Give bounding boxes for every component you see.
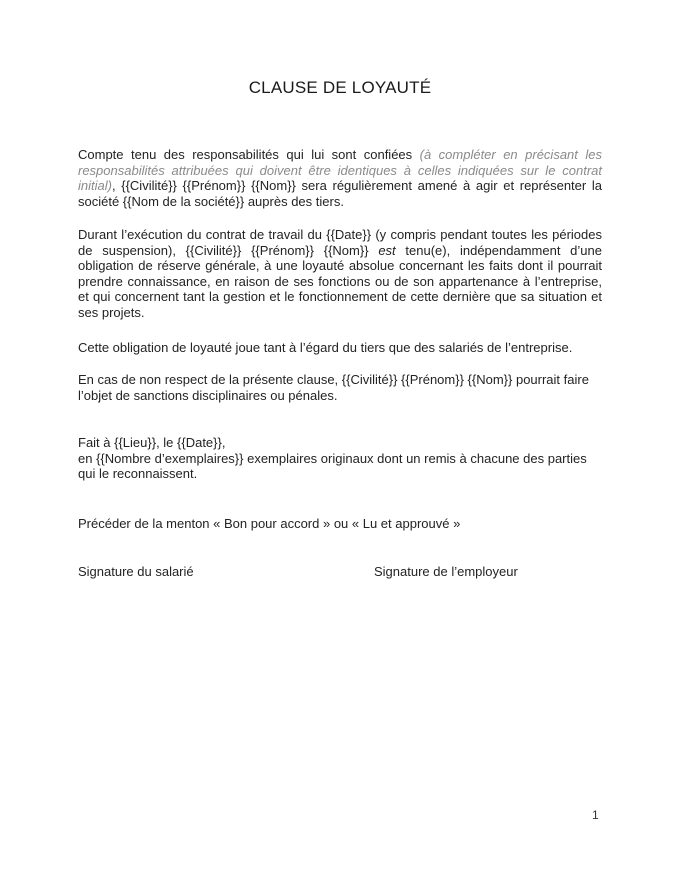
closing-copies: en {{Nombre d’exemplaires}} exemplaires originaux dont un remis à chacune des parties qui le reconnaissent. (78, 450, 587, 482)
paragraph-sanctions: En cas de non respect de la présente clause, {{Civilité}} {{Prénom}} {{Nom}} pourrait faire l’objet de sanctions disciplinaires ou pénales. (78, 372, 589, 403)
paragraph-loyalty-obligation (78, 227, 602, 321)
document-title: CLAUSE DE LOYAUTÉ (248, 78, 432, 97)
fill-in-instruction: (à compléter en précisant les responsabilités attribuées qui doivent être identiques à celles indiquées sur le contrat initial) (78, 147, 602, 194)
employee-signature-label: Signature du salarié (78, 564, 194, 579)
closing-block (78, 435, 602, 482)
paragraph-text: , {{Civilité}} {{Prénom}} {{Nom}} sera régulièrement amené à agir et représenter la société {{Nom de la société}} auprès des tiers. (78, 178, 602, 209)
page-number: 1 (592, 808, 599, 822)
paragraph-responsibilities (78, 147, 602, 209)
paragraph-text: Compte tenu des responsabilités qui lui sont confiées (78, 147, 420, 162)
closing-place-date: Fait à {{Lieu}}, le {{Date}}, (78, 435, 226, 450)
paragraph-scope: Cette obligation de loyauté joue tant à l’égard du tiers que des salariés de l’entreprise. (78, 340, 573, 355)
paragraph-text: Durant l’exécution du contrat de travail du {{Date}} (y compris pendant toutes les périodes de suspension), {{Civilité}} {{Prénom}} {{Nom}} (78, 227, 602, 258)
employer-signature-label: Signature de l’employeur (374, 564, 518, 579)
emphasis-text: est (378, 242, 396, 258)
approval-mention: Précéder de la menton « Bon pour accord » ou « Lu et approuvé » (78, 516, 461, 531)
paragraph-text: tenu(e), indépendamment d’une obligation de réserve générale, à une loyauté absolue concernant les faits dont il pourrait prendre connaissance, en raison de ses fonctions ou de son appartenance à l’entreprise, et qui concernent tant la gestion et le fonctionnement de cette dernière que sa situation et ses projets. (78, 242, 602, 320)
